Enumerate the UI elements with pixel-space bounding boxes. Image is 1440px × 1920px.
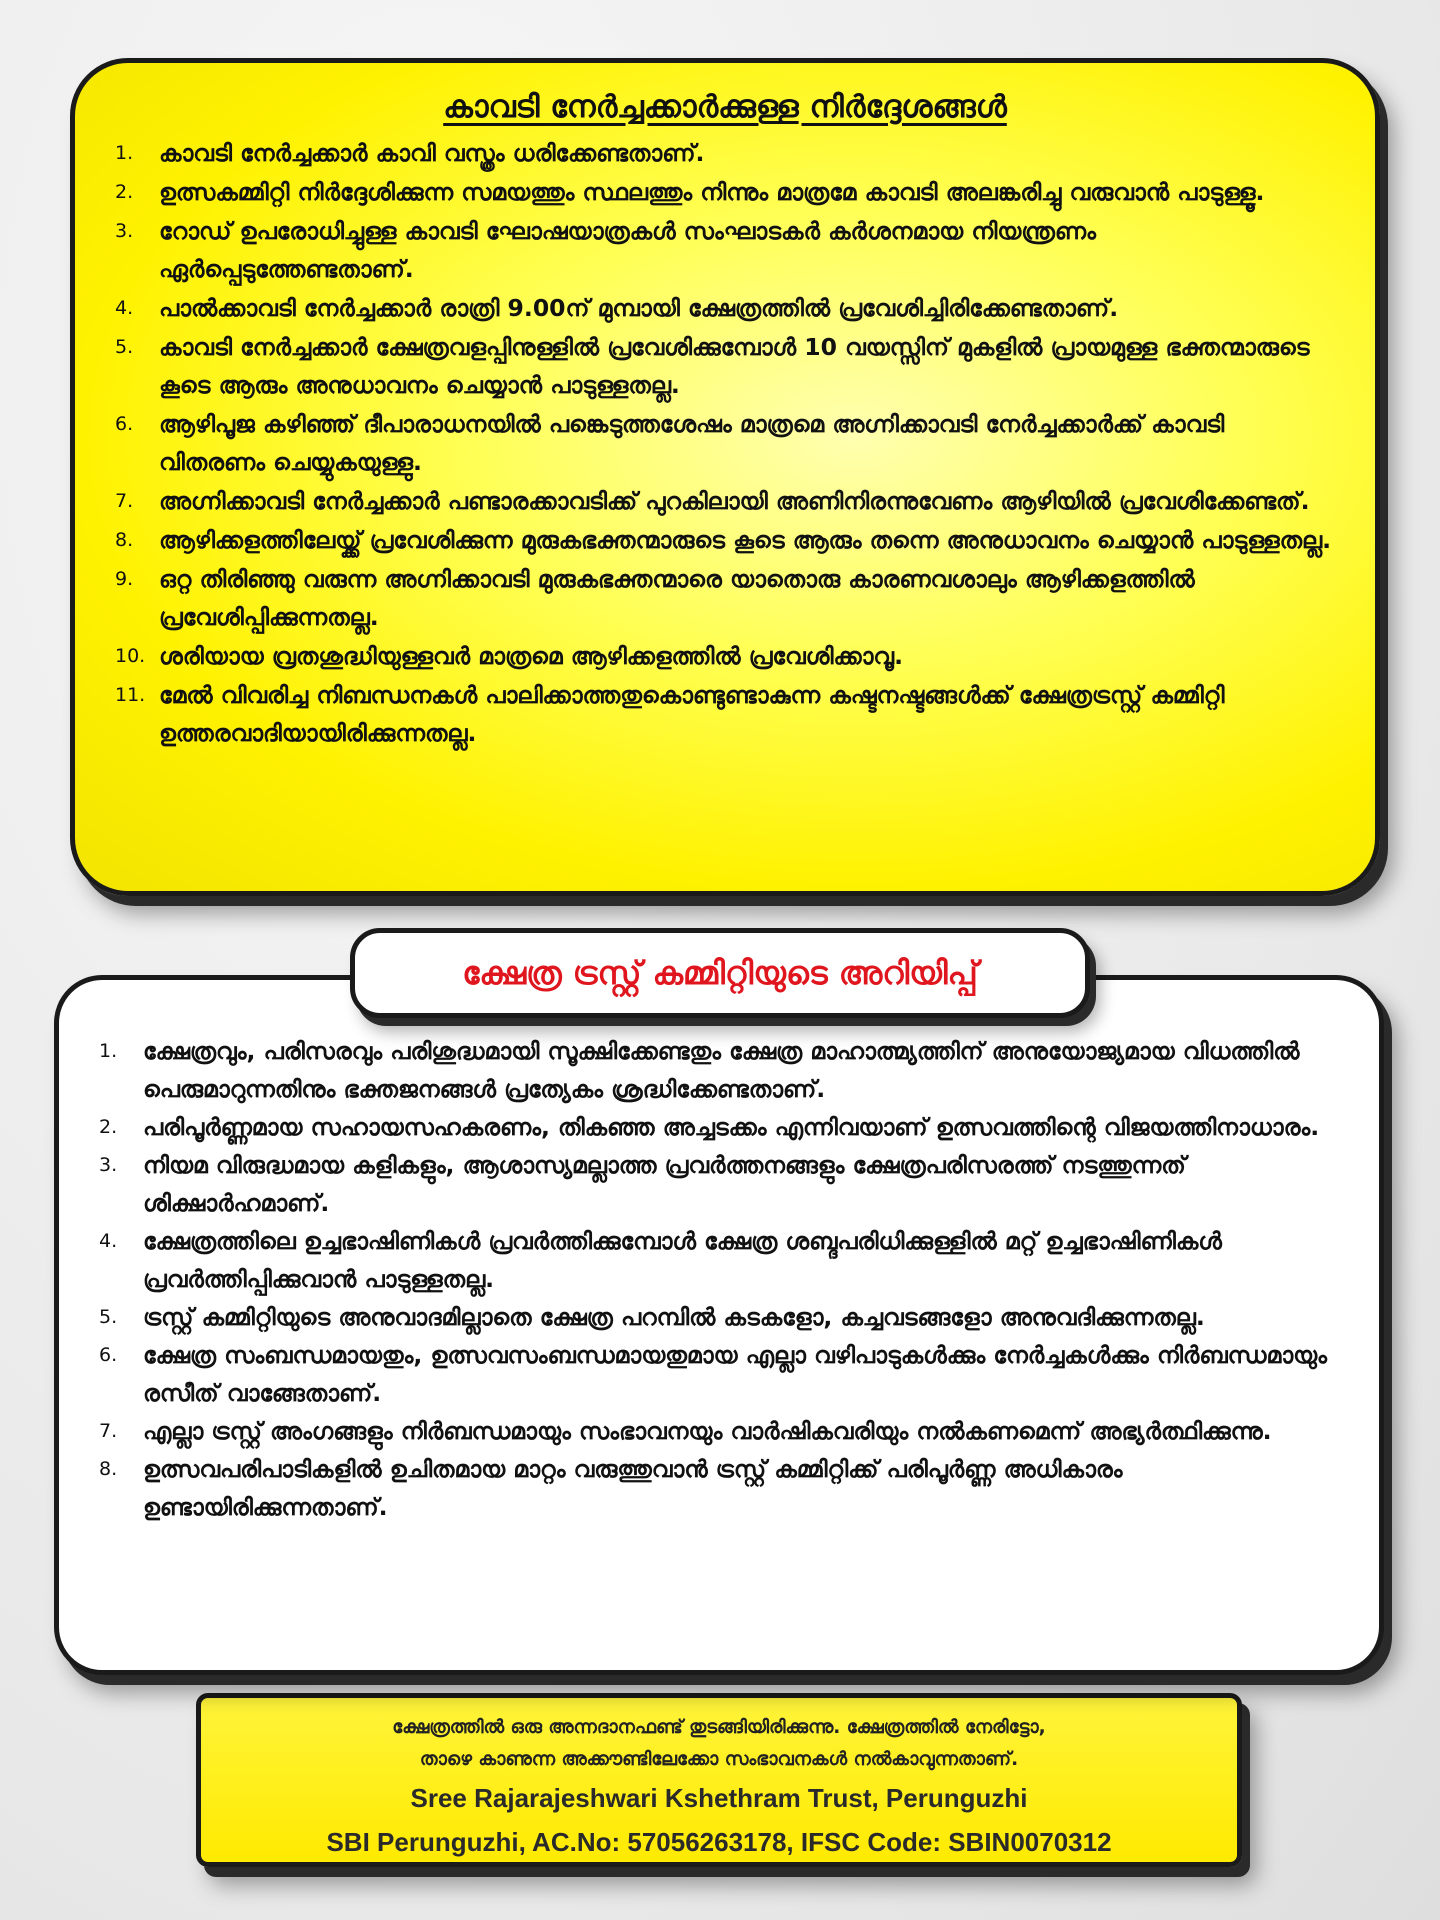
list-item [99,1298,1339,1336]
list-item [99,1108,1339,1146]
item-text: ഉത്സവപരിപാടികളിൽ ഉചിതമായ മാറ്റം വരുത്തുവാൻ ട്രസ്റ്റ് കമ്മിറ്റിക്ക് പരിപൂർണ്ണ അധികാരം ഉണ്ടായിരിക്കുന്നതാണ്. [143,1455,1123,1521]
notice-rules-list [99,1032,1339,1526]
kavadi-title: കാവടി നേർച്ചക്കാർക്കുള്ള നിർദ്ദേശങ്ങൾ [443,89,1007,125]
list-item [99,1412,1339,1450]
item-text: ട്രസ്റ്റ് കമ്മിറ്റിയുടെ അനുവാദമില്ലാതെ ക്ഷേത്ര പറമ്പിൽ കടകളോ, കച്ചവടങ്ങളോ അനുവദിക്കുന്നതല്ല. [143,1303,1205,1331]
item-text: ആഴിപൂജ കഴിഞ്ഞ് ദീപാരാധനയിൽ പങ്കെടുത്തശേഷം മാത്രമെ അഗ്നിക്കാവടി നേർച്ചക്കാർക്ക് കാവടി വിതരണം ചെയ്യുകയുള്ളു. [159,410,1225,476]
list-item [115,212,1335,288]
item-number: 9. [115,568,134,590]
bank-details: SBI Perunguzhi, AC.No: 57056263178, IFSC Code: SBIN0070312 [326,1827,1112,1857]
list-item [115,637,1335,675]
item-text: നിയമ വിരുദ്ധമായ കളികളും, ആശാസ്യമല്ലാത്ത പ്രവർത്തനങ്ങളും ക്ഷേത്രപരിസരത്ത് നടത്തുന്നത് ശിക്ഷാർഹമാണ്. [143,1151,1186,1217]
item-text: ക്ഷേത്രവും, പരിസരവും പരിശുദ്ധമായി സൂക്ഷിക്കേണ്ടതും ക്ഷേത്ര മാഹാത്മ്യത്തിന് അനുയോജ്യമായ വിധത്തിൽ പെരുമാറുന്നതിനും ഭക്തജനങ്ങൾ പ്രത്യേകം ശ്രദ്ധിക്കേണ്ടതാണ്. [143,1037,1300,1103]
list-item [115,405,1335,481]
item-number: 3. [115,220,134,242]
item-text: കാവടി നേർച്ചക്കാർ ക്ഷേത്രവളപ്പിനുള്ളിൽ പ്രവേശിക്കുമ്പോൾ 10 വയസ്സിന് മുകളിൽ പ്രായമുള്ള ഭക്തന്മാരുടെ കൂടെ ആരും അനുധാവനം ചെയ്യാൻ പാടുള്ളതല്ല. [159,333,1310,399]
trust-notice-panel [54,975,1384,1675]
donation-message-line1: ക്ഷേത്രത്തിൽ ഒരു അന്നദാനഫണ്ട് തുടങ്ങിയിരിക്കുന്നു. ക്ഷേത്രത്തിൽ നേരിട്ടോ, [392,1717,1046,1738]
item-text: ക്ഷേത്ര സംബന്ധമായതും, ഉത്സവസംബന്ധമായതുമായ എല്ലാ വഴിപാടുകൾക്കും നേർച്ചകൾക്കും നിർബന്ധമായും രസീത് വാങ്ങേതാണ്. [143,1341,1327,1407]
item-number: 2. [99,1116,118,1138]
list-item [115,676,1335,752]
item-text: എല്ലാ ട്രസ്റ്റ് അംഗങ്ങളും നിർബന്ധമായും സംഭാവനയും വാർഷികവരിയും നൽകണമെന്ന് അഭ്യർത്ഥിക്കുന്നു. [143,1417,1272,1445]
item-text: റോഡ് ഉപരോധിച്ചുള്ള കാവടി ഘോഷയാത്രകൾ സംഘാടകർ കർശനമായ നിയന്ത്രണം ഏർപ്പെടുത്തേണ്ടതാണ്. [159,217,1096,283]
item-number: 4. [99,1230,118,1252]
item-number: 10. [115,645,146,667]
trust-name: Sree Rajarajeshwari Kshethram Trust, Perunguzhi [410,1783,1028,1813]
item-number: 7. [115,490,134,512]
donation-message-line2: താഴെ കാണുന്ന അക്കൗണ്ടിലേക്കോ സംഭാവനകൾ നൽകാവുന്നതാണ്. [419,1749,1019,1770]
list-item [99,1450,1339,1526]
item-text: മേൽ വിവരിച്ച നിബന്ധനകൾ പാലിക്കാത്തതുകൊണ്ടുണ്ടാകുന്ന കഷ്ടനഷ്ടങ്ങൾക്ക് ക്ഷേത്രട്രസ്റ്റ് കമ്മിറ്റി ഉത്തരവാദിയായിരിക്കുന്നതല്ല. [159,681,1225,747]
item-number: 7. [99,1420,118,1442]
list-item [115,173,1335,211]
list-item [115,328,1335,404]
kavadi-rules-list [115,134,1335,752]
item-number: 6. [99,1344,118,1366]
list-item [115,289,1335,327]
item-number: 6. [115,413,134,435]
item-text: ഉത്സകമ്മിറ്റി നിർദ്ദേശിക്കുന്ന സമയത്തും സ്ഥലത്തും നിന്നും മാത്രമേ കാവടി അലങ്കരിച്ചു വരുവാൻ പാടുള്ളൂ. [159,178,1265,206]
item-text: കാവടി നേർച്ചക്കാർ കാവി വസ്ത്രം ധരിക്കേണ്ടതാണ്. [159,139,705,167]
item-number: 2. [115,181,134,203]
item-number: 5. [99,1306,118,1328]
kavadi-instructions-panel [70,58,1380,896]
item-number: 3. [99,1154,118,1176]
item-number: 5. [115,336,134,358]
item-text: ക്ഷേത്രത്തിലെ ഉച്ചഭാഷിണികൾ പ്രവർത്തിക്കുമ്പോൾ ക്ഷേത്ര ശബ്ദപരിധിക്കുള്ളിൽ മറ്റ് ഉച്ചഭാഷിണികൾ പ്രവർത്തിപ്പിക്കുവാൻ പാടുള്ളതല്ല. [143,1227,1222,1293]
list-item [115,134,1335,172]
item-number: 11. [115,684,146,706]
item-text: ആഴിക്കളത്തിലേയ്ക്ക് പ്രവേശിക്കുന്ന മുരുകഭക്തന്മാരുടെ കൂടെ ആരും തന്നെ അനുധാവനം ചെയ്യാൻ പാടുള്ളതല്ല. [159,526,1332,554]
item-number: 1. [99,1040,118,1062]
item-number: 8. [115,529,134,551]
item-text: പാൽക്കാവടി നേർച്ചക്കാർ രാത്രി 9.00ന് മുമ്പായി ക്ഷേത്രത്തിൽ പ്രവേശിച്ചിരിക്കേണ്ടതാണ്. [159,294,1119,322]
list-item [99,1146,1339,1222]
item-number: 1. [115,142,134,164]
item-number: 8. [99,1458,118,1480]
list-item [115,560,1335,636]
notice-title-box [350,928,1090,1018]
list-item [99,1336,1339,1412]
list-item [99,1222,1339,1298]
item-text: പരിപൂർണ്ണമായ സഹായസഹകരണം, തികഞ്ഞ അച്ചടക്കം എന്നിവയാണ് ഉത്സവത്തിന്റെ വിജയത്തിനാധാരം. [143,1113,1320,1141]
item-number: 4. [115,297,134,319]
list-item [115,482,1335,520]
list-item [115,521,1335,559]
item-text: ശരിയായ വ്രതശുദ്ധിയുള്ളവർ മാത്രമെ ആഴിക്കളത്തിൽ പ്രവേശിക്കാവൂ. [159,642,903,670]
notice-title: ക്ഷേത്ര ട്രസ്റ്റ് കമ്മിറ്റിയുടെ അറിയിപ്പ് [462,953,978,992]
list-item [99,1032,1339,1108]
item-text: അഗ്നിക്കാവടി നേർച്ചക്കാർ പണ്ടാരക്കാവടിക്ക് പുറകിലായി അണിനിരന്നുവേണം ആഴിയിൽ പ്രവേശിക്കേണ്ടത്. [159,487,1310,515]
donation-panel [196,1693,1242,1867]
item-text: ഒറ്റ തിരിഞ്ഞു വരുന്ന അഗ്നിക്കാവടി മുരുകഭക്തന്മാരെ യാതൊരു കാരണവശാലും ആഴിക്കളത്തിൽ പ്രവേശിപ്പിക്കുന്നതല്ല. [159,565,1195,631]
